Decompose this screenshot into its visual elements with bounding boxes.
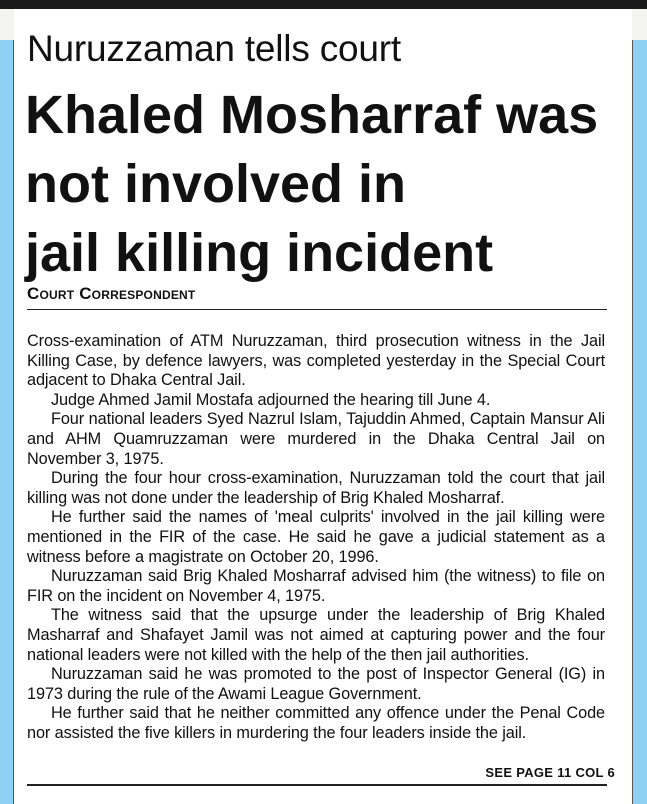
right-color-bar <box>632 40 647 804</box>
headline-line: not involved in <box>25 154 407 214</box>
top-rule <box>0 0 647 9</box>
body-paragraph: During the four hour cross-examination, Nuruzzaman told the court that jail killing was not done under the leadership of Brig Khaled Mosharraf. <box>27 469 605 507</box>
body-paragraph: Nuruzzaman said Brig Khaled Mosharraf advised him (the witness) to file on FIR on the incident on November 4, 1975. <box>27 567 605 605</box>
body-paragraph: He further said the names of 'meal culprits' involved in the jail killing were mentioned in the FIR of the case. He said he gave a judicial statement as a witness before a magistrate on October 20, 1996. <box>27 508 605 566</box>
body-paragraph: The witness said that the upsurge under the leadership of Brig Khaled Masharraf and Shafayet Jamil was not aimed at capturing power and the four national leaders were not killed with the help of the then jail authorities. <box>27 606 605 664</box>
headline-line: Khaled Mosharraf was <box>25 85 599 145</box>
bottom-divider <box>27 784 607 786</box>
body-paragraph: Judge Ahmed Jamil Mostafa adjourned the hearing till June 4. <box>51 390 491 409</box>
byline-divider <box>27 309 607 310</box>
headline-line: jail killing incident <box>25 223 494 283</box>
body-paragraph: Cross-examination of ATM Nuruzzaman, third prosecution witness in the Jail Killing Case, by defence lawyers, was completed yesterday in the Special Court adjacent to Dhaka Central Jail. <box>27 332 605 390</box>
jump-reference: SEE PAGE 11 COL 6 <box>485 765 615 780</box>
article-body <box>27 332 605 743</box>
article-byline: Court Correspondent <box>27 284 196 303</box>
body-paragraph: He further said that he neither committed any offence under the Penal Code nor assisted the five killers in murdering the four leaders inside the jail. <box>27 704 605 742</box>
body-paragraph: Nuruzzaman said he was promoted to the post of Inspector General (IG) in 1973 during the rule of the Awami League Government. <box>27 665 605 703</box>
article-kicker: Nuruzzaman tells court <box>27 28 401 69</box>
article-headline <box>25 81 598 288</box>
body-paragraph: Four national leaders Syed Nazrul Islam, Tajuddin Ahmed, Captain Mansur Ali and AHM Quamruzzaman were murdered in the Dhaka Central Jail on November 3, 1975. <box>27 410 605 468</box>
left-color-bar <box>0 40 14 804</box>
